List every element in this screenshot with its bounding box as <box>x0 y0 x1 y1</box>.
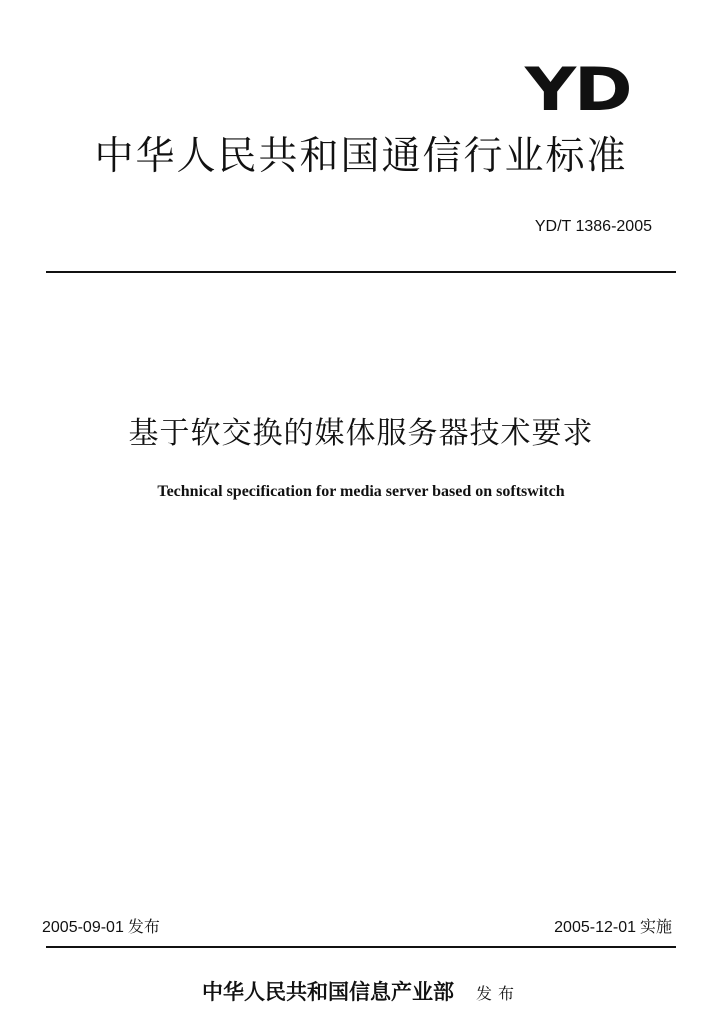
publisher-line <box>0 975 722 1011</box>
bottom-divider <box>46 946 676 948</box>
implementation-label: 实施 <box>639 919 672 936</box>
issue-date-line <box>42 917 160 939</box>
issue-date: 2005-09-01 <box>42 919 124 936</box>
standard-number: YD/T 1386-2005 <box>534 218 652 235</box>
standard-category: 中华人民共和国通信行业标准 <box>94 134 628 179</box>
issue-label: 发布 <box>127 919 160 936</box>
publisher-action: 发布 <box>475 984 520 1003</box>
implementation-date-line <box>554 917 672 939</box>
top-divider <box>46 271 676 273</box>
yd-logo: YD <box>524 55 630 125</box>
document-title-english: Technical specification for media server based on softswitch <box>157 483 565 500</box>
implementation-date: 2005-12-01 <box>554 919 636 936</box>
document-title-chinese: 基于软交换的媒体服务器技术要求 <box>128 416 594 451</box>
publisher-organization: 中华人民共和国信息产业部 <box>201 979 454 1004</box>
